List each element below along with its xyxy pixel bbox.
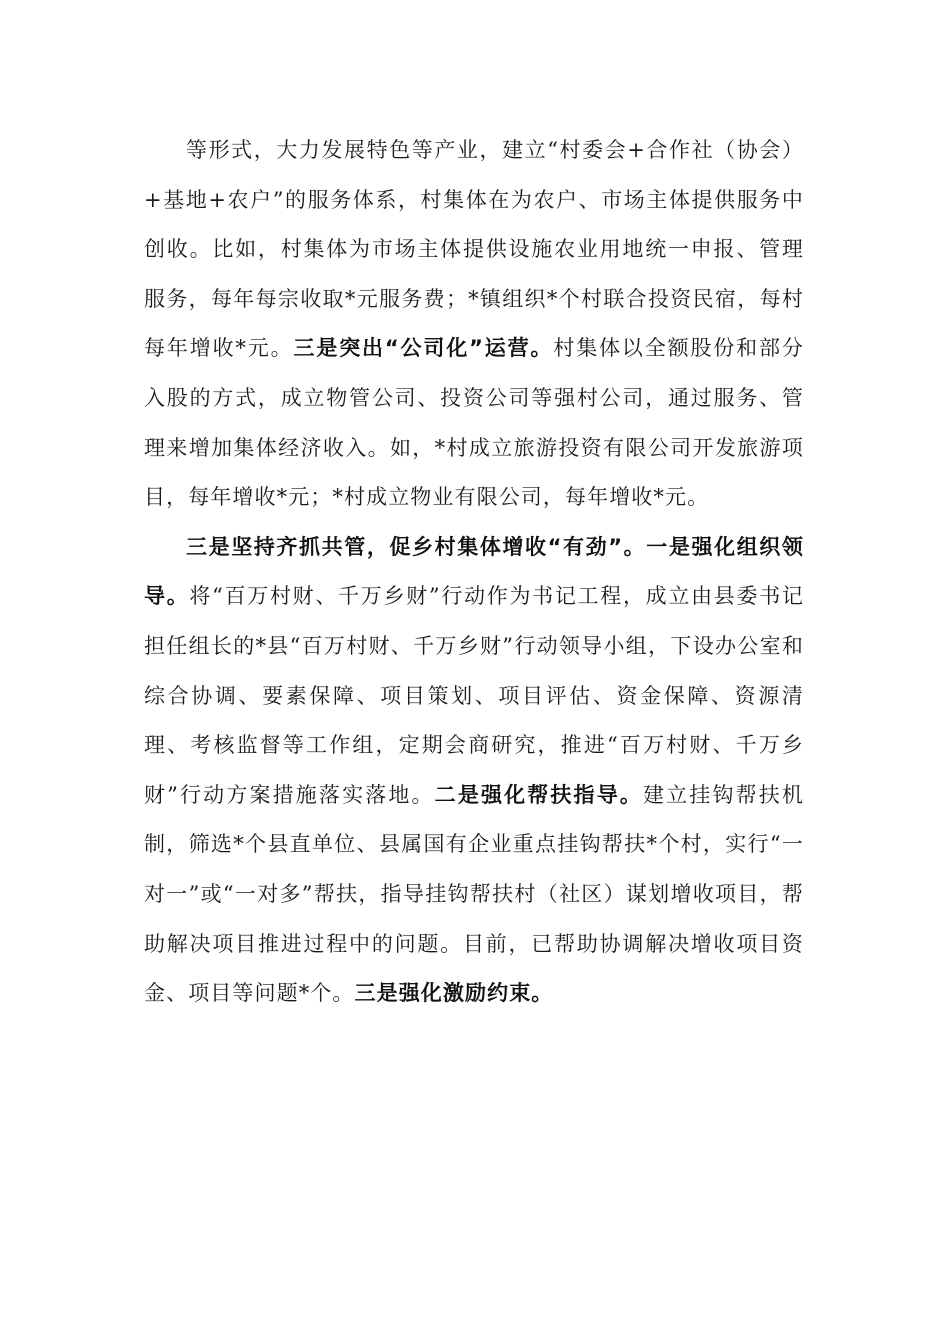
document-body <box>144 126 804 1019</box>
paragraph-2 <box>144 523 804 1019</box>
paragraph-2-text-b: 建立挂钩帮扶机制，筛选*个县直单位、县属国有企业重点挂钩帮扶*个村，实行“一对一”或“一对多”帮扶，指导挂钩帮扶村（社区）谋划增收项目，帮助解决项目推进过程中的问题。目前，已帮助协调解决增收项目资金、项目等问题*个。 <box>144 782 805 1006</box>
paragraph-2-heading-incentive: 三是强化激励约束。 <box>354 981 554 1006</box>
paragraph-1-heading-company: 三是突出“公司化”运营。 <box>293 336 554 361</box>
paragraph-2-text-a: 将“百万村财、千万乡财”行动作为书记工程，成立由县委书记担任组长的*县“百万村财、千万乡财”行动领导小组，下设办公室和综合协调、要素保障、项目策划、项目评估、资金保障、资源清理、考核监督等工作组，定期会商研究，推进“百万村财、千万乡财”行动方案措施落实落地。 <box>144 584 804 807</box>
paragraph-1 <box>144 126 804 523</box>
paragraph-2-heading-main: 三是坚持齐抓共管，促乡村集体增收“有劲”。一是强化组织领导。 <box>144 534 804 609</box>
paragraph-1-text-b: 村集体以全额股份和部分入股的方式，成立物管公司、投资公司等强村公司，通过服务、管理来增加集体经济收入。如，*村成立旅游投资有限公司开发旅游项目，每年增收*元；*村成立物业有限公司，每年增收*元。 <box>144 336 804 510</box>
paragraph-2-heading-guidance: 二是强化帮扶指导。 <box>434 782 644 807</box>
paragraph-1-text-a: 等形式，大力发展特色等产业，建立“村委会+合作社（协会）+基地+农户”的服务体系，村集体在为农户、市场主体提供服务中创收。比如，村集体为市场主体提供设施农业用地统一申报、管理服务，每年每宗收取*元服务费；*镇组织*个村联合投资民宿，每村每年增收*元。 <box>144 138 804 361</box>
